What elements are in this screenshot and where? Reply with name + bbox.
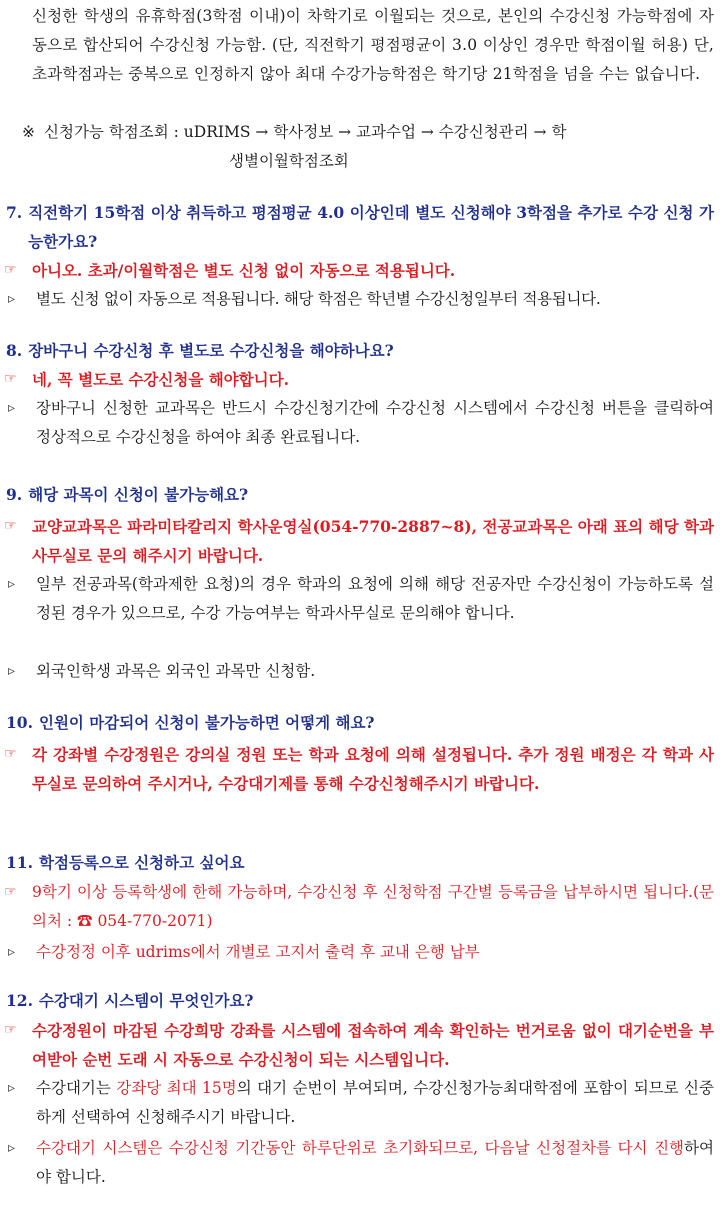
question-text: 직전학기 15학점 이상 취득하고 평점평균 4.0 이상인데 별도 신청해야 3학점을 추가로 수강 신청 가능한가요? (28, 203, 714, 251)
pointing-hand-icon: ☞ (4, 518, 17, 534)
detail-9a (4, 570, 714, 628)
detail-12b (4, 1134, 714, 1192)
answer-text: 아니오. 초과/이월학점은 별도 신청 없이 자동으로 적용됩니다. (32, 261, 456, 280)
question-text: 수강대기 시스템이 무엇인가요? (38, 991, 254, 1010)
bullet-triangle-icon: ▹ (8, 576, 16, 592)
answer-text: 교양교과목은 파라미타칼리지 학사운영실(054-770-2887~8), 전공교과목은 아래 표의 해당 학과 사무실로 문의 해주시기 바랍니다. (32, 517, 714, 565)
detail-text: 일부 전공과목(학과제한 요청)의 경우 학과의 요청에 의해 해당 전공자만 수강신청이 가능하도록 설정된 경우가 있으므로, 수강 가능여부는 학과사무실로 문의해야 합니다. (36, 575, 714, 622)
detail-text: 수강정정 이후 udrims에서 개별로 고지서 출력 후 교내 은행 납부 (36, 943, 480, 961)
question-9 (6, 480, 714, 509)
pointing-hand-icon: ☞ (4, 262, 17, 278)
answer-8 (4, 365, 714, 394)
answer-9 (4, 512, 714, 570)
detail-text: 별도 신청 없이 자동으로 적용됩니다. 해당 학점은 학년별 수강신청일부터 적용됩니다. (36, 290, 601, 308)
question-12 (6, 986, 714, 1015)
detail-9b (4, 657, 714, 686)
intro-paragraph: 신청한 학생의 유휴학점(3학점 이내)이 차학기로 이월되는 것으로, 본인의 수강신청 가능학점에 자동으로 합산되어 수강신청 가능함. (단, 직전학기 평점평균이 3.0 이상인 경우만 학점이월 허용) 단, 초과학점과는 중복으로 인정하지 않아 최대 수강가능학점은 학기당 21학점을 넘을 수는 없습니다. (32, 7, 714, 83)
question-number: 11. (6, 853, 33, 872)
answer-text: 각 강좌별 수강정원은 강의실 정원 또는 학과 요청에 의해 설정됩니다. 추가 정원 배정은 각 학과 사무실로 문의하여 주시거나, 수강대기제를 통해 수강신청해주시기 바랍니다. (32, 745, 714, 793)
bullet-triangle-icon: ▹ (8, 1140, 16, 1156)
question-number: 12. (6, 991, 33, 1010)
question-number: 7. (6, 203, 23, 222)
pointing-hand-icon: ☞ (4, 371, 17, 387)
intro-note (22, 118, 714, 176)
answer-11 (4, 878, 714, 936)
question-number: 8. (6, 341, 23, 360)
detail-highlight: 수강대기 시스템은 수강신청 기간동안 하루단위로 초기화되므로, 다음날 신청절차를 다시 진행 (36, 1139, 685, 1157)
answer-12 (4, 1016, 714, 1074)
detail-text: 장바구니 신청한 교과목은 반드시 수강신청기간에 수강신청 시스템에서 수강신청 버튼을 클릭하여 정상적으로 수강신청을 하여야 최종 완료됩니다. (36, 399, 714, 446)
detail-7 (4, 285, 714, 314)
question-10 (6, 708, 714, 737)
detail-text: 하여야 합니다. (36, 1139, 714, 1186)
detail-highlight: 강좌당 최대 15명 (116, 1079, 237, 1097)
note-text: 신청가능 학점조회 : uDRIMS → 학사정보 → 교과수업 → 수강신청관리 → 학 (44, 123, 567, 141)
detail-8 (4, 394, 714, 452)
answer-7 (4, 256, 714, 285)
question-8 (6, 336, 714, 365)
bullet-triangle-icon: ▹ (8, 291, 16, 307)
note-mark: ※ (22, 123, 35, 141)
answer-10 (4, 740, 714, 798)
bullet-triangle-icon: ▹ (8, 400, 16, 416)
bullet-triangle-icon: ▹ (8, 1080, 16, 1096)
bullet-triangle-icon: ▹ (8, 663, 16, 679)
answer-text: 9학기 이상 등록학생에 한해 가능하며, 수강신청 후 신청학점 구간별 등록금을 납부하시면 됩니다.(문의처 : ☎ 054-770-2071) (32, 883, 714, 930)
detail-text: 수강대기는 (36, 1079, 117, 1097)
pointing-hand-icon: ☞ (4, 746, 17, 762)
pointing-hand-icon: ☞ (4, 1022, 17, 1038)
question-text: 학점등록으로 신청하고 싶어요 (38, 853, 245, 872)
question-11 (6, 848, 714, 877)
bullet-triangle-icon: ▹ (8, 944, 16, 960)
pointing-hand-icon: ☞ (4, 884, 17, 900)
detail-11 (4, 938, 714, 967)
question-text: 장바구니 수강신청 후 별도로 수강신청을 해야하나요? (28, 341, 394, 360)
note-text-cont: 생별이월학점조회 (229, 152, 349, 170)
detail-12a (4, 1074, 714, 1132)
question-number: 10. (6, 713, 33, 732)
question-text: 인원이 마감되어 신청이 불가능하면 어떻게 해요? (38, 713, 375, 732)
detail-text: 의 대기 순번이 부여되며, 수강신청가능최대학점에 포함이 되므로 신중하게 선택하여 신청해주시기 바랍니다. (36, 1079, 714, 1126)
answer-text: 수강정원이 마감된 수강희망 강좌를 시스템에 접속하여 계속 확인하는 번거로움 없이 대기순번을 부여받아 순번 도래 시 자동으로 수강신청이 되는 시스템입니다. (32, 1021, 714, 1069)
question-text: 해당 과목이 신청이 불가능해요? (28, 485, 249, 504)
answer-text: 네, 꼭 별도로 수강신청을 해야합니다. (32, 370, 289, 389)
detail-text: 외국인학생 과목은 외국인 과목만 신청함. (36, 662, 316, 680)
question-7 (6, 198, 714, 256)
question-number: 9. (6, 485, 23, 504)
